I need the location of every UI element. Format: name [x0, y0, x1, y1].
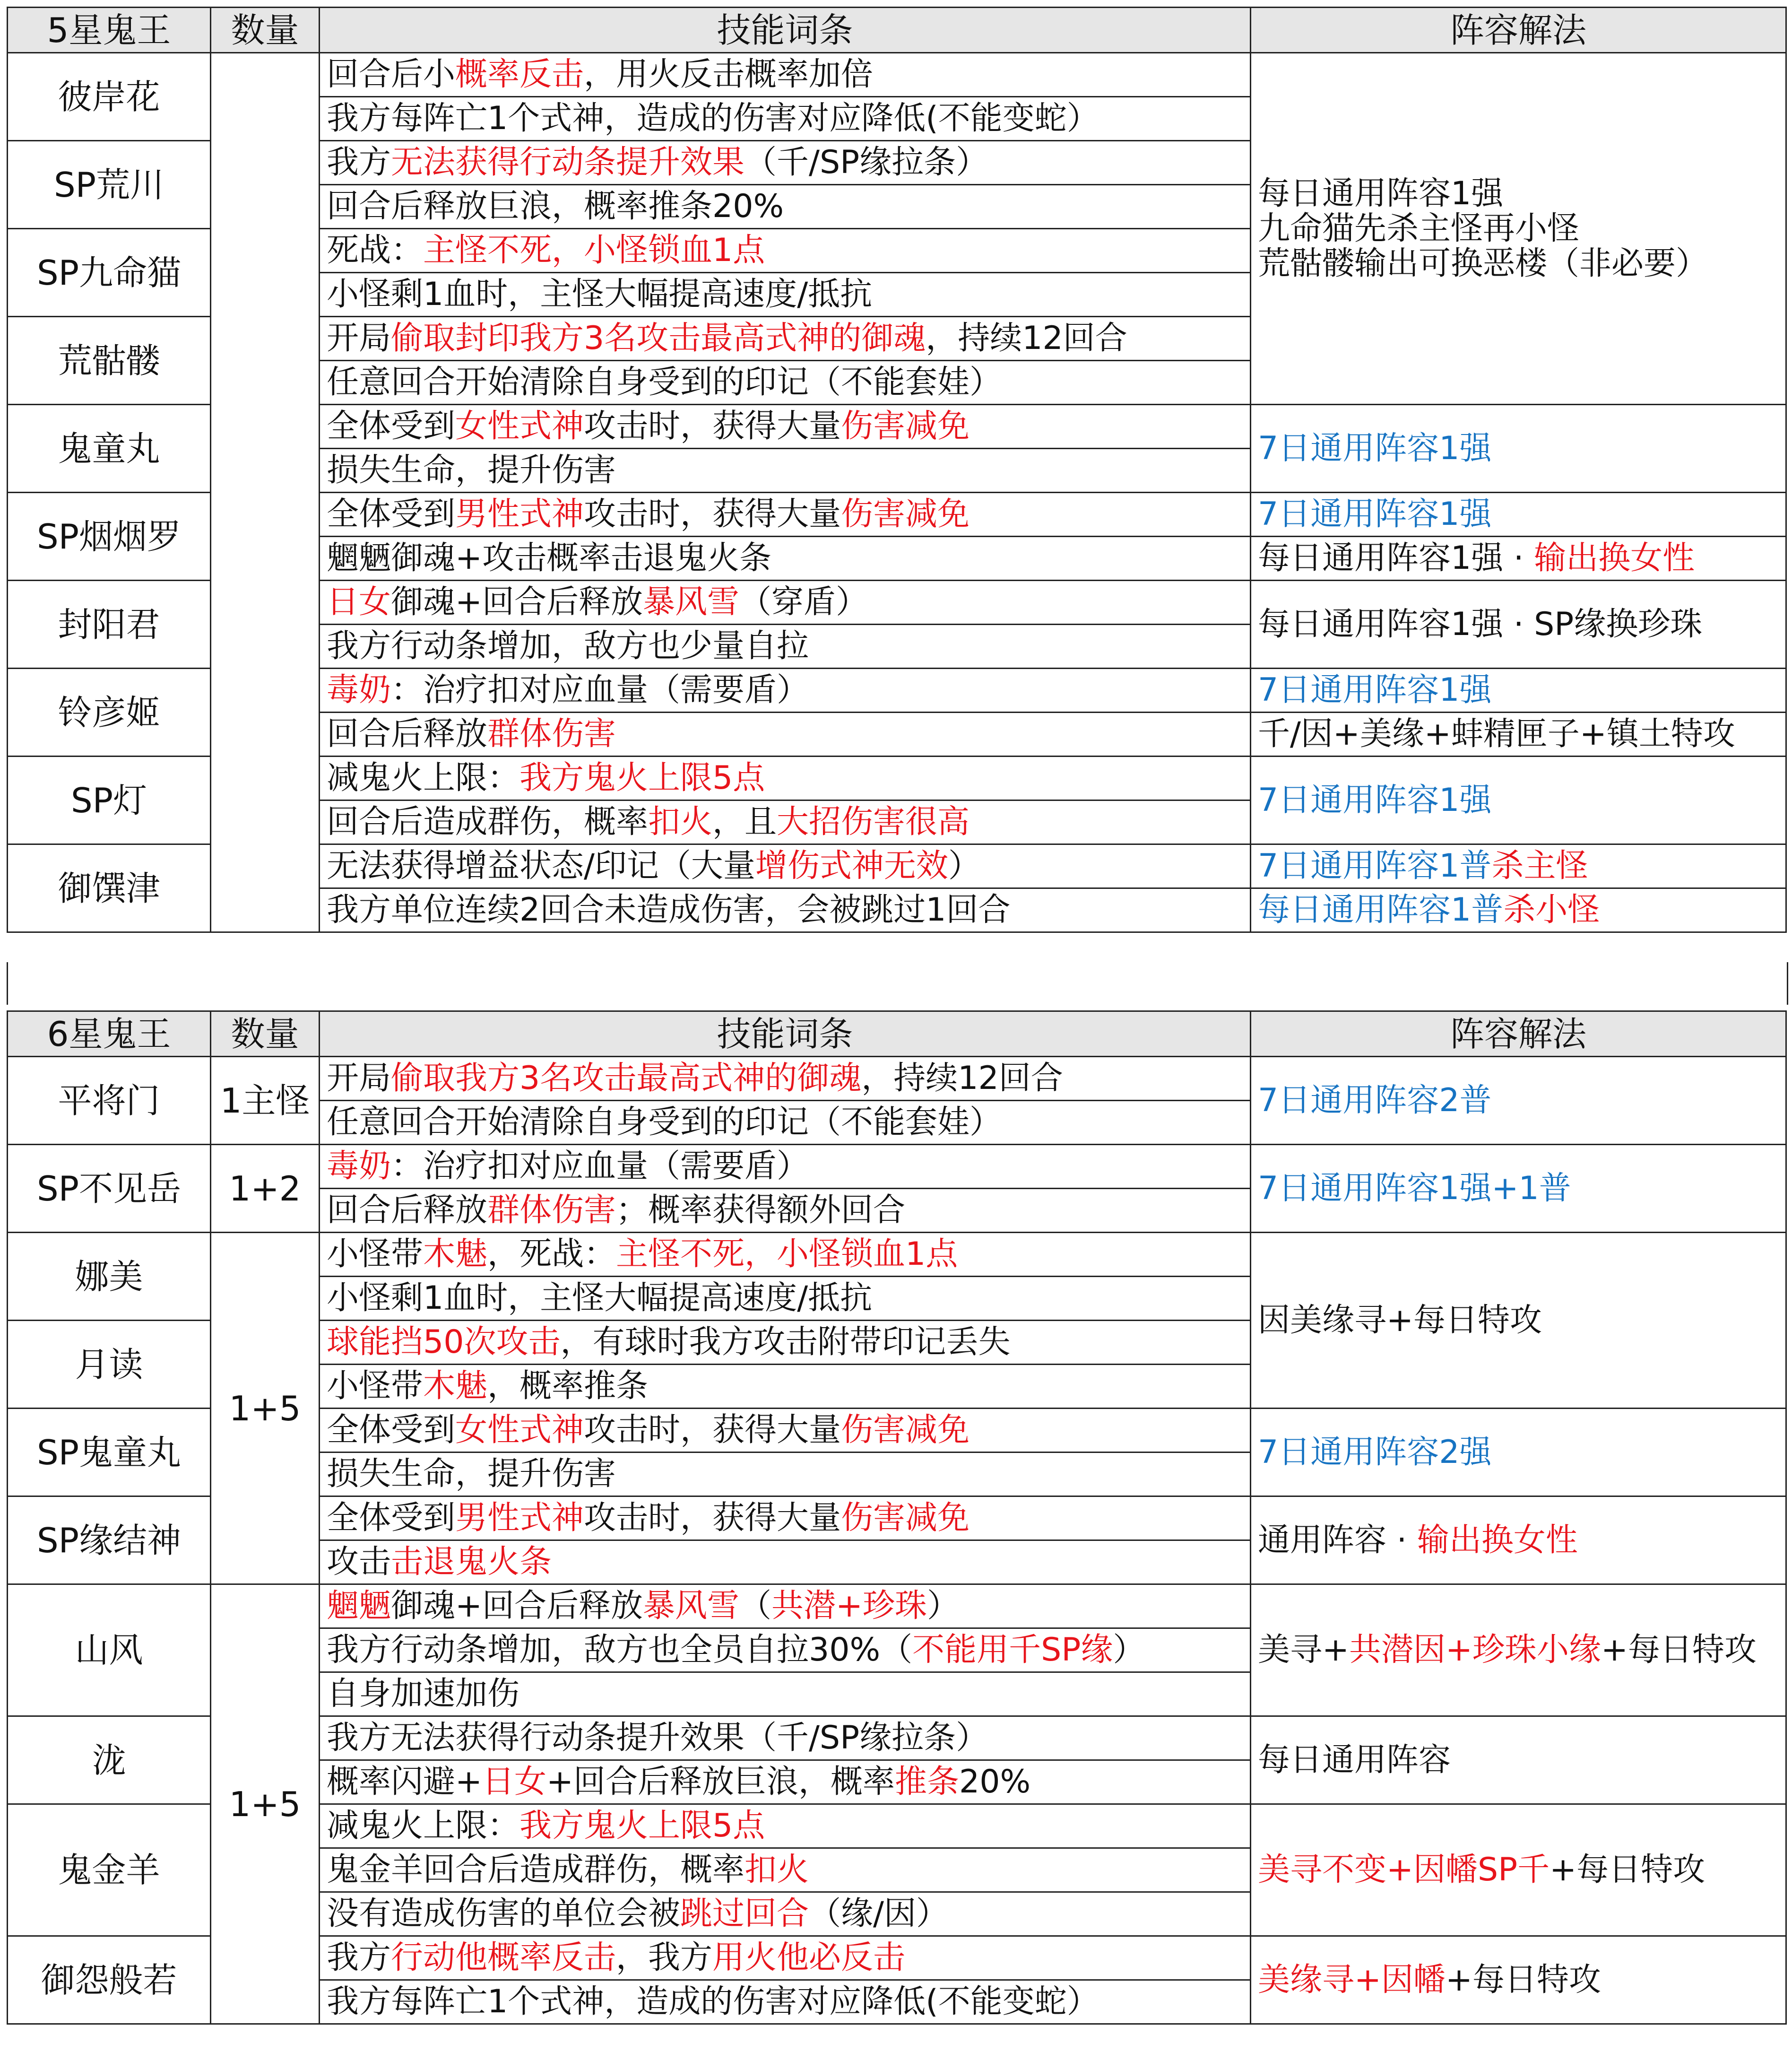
boss-name: 山风 — [8, 1584, 211, 1716]
skill-cell: 概率闪避+日女+回合后释放巨浪，概率推条20% — [320, 1760, 1251, 1804]
boss-name: 月读 — [8, 1321, 211, 1409]
boss-name: 封阳君 — [8, 581, 211, 669]
solution-line: 荒骷髅输出可换恶楼（非必要） — [1258, 244, 1708, 282]
boss-name: 泷 — [8, 1716, 211, 1804]
skill-cell: 魍魉御魂+回合后释放暴风雪（共潜+珍珠） — [320, 1584, 1251, 1628]
solution-cell: 7日通用阵容1强 — [1251, 669, 1786, 713]
skill-cell: 我方无法获得行动条提升效果（千/SP缘拉条） — [320, 1716, 1251, 1760]
skill-cell: 我方行动条增加，敌方也少量自拉 — [320, 625, 1251, 669]
boss-name: SP荒川 — [8, 141, 211, 229]
solution-cell: 因美缘寻+每日特攻 — [1251, 1233, 1786, 1409]
count-cell: 1+5 — [211, 1584, 320, 2024]
skill-cell: 没有造成伤害的单位会被跳过回合（缘/因） — [320, 1892, 1251, 1936]
header-solution: 阵容解法 — [1251, 1011, 1786, 1057]
header-skills: 技能词条 — [320, 1011, 1251, 1057]
skill-cell: 全体受到男性式神攻击时，获得大量伤害减免 — [320, 493, 1251, 537]
boss-name: 彼岸花 — [8, 53, 211, 141]
skill-cell: 我方无法获得行动条提升效果（千/SP缘拉条） — [320, 141, 1251, 185]
solution-cell: 7日通用阵容2强 — [1251, 1409, 1786, 1496]
header-row — [8, 1011, 1786, 1057]
skill-cell: 魍魉御魂+攻击概率击退鬼火条 — [320, 537, 1251, 581]
table-5-star — [7, 7, 1787, 933]
skill-cell: 自身加速加伤 — [320, 1672, 1251, 1716]
table-row — [8, 1057, 1786, 1101]
boss-name: 御馔津 — [8, 844, 211, 932]
header-solution: 阵容解法 — [1251, 8, 1786, 53]
boss-name: 荒骷髅 — [8, 317, 211, 405]
boss-name: 御怨般若 — [8, 1936, 211, 2024]
skill-cell: 回合后释放群体伤害 — [320, 713, 1251, 757]
boss-name: SP九命猫 — [8, 229, 211, 317]
count-cell: 1主怪 — [211, 1057, 320, 1145]
skill-cell: 我方单位连续2回合未造成伤害，会被跳过1回合 — [320, 888, 1251, 932]
boss-name: 鬼金羊 — [8, 1804, 211, 1936]
solution-cell: 每日通用阵容1普杀小怪 — [1251, 888, 1786, 932]
skill-cell: 攻击击退鬼火条 — [320, 1540, 1251, 1584]
boss-name: 娜美 — [8, 1233, 211, 1321]
skill-cell: 我方行动条增加，敌方也全员自拉30%（不能用千SP缘） — [320, 1628, 1251, 1672]
solution-line: 每日通用阵容1强 — [1258, 174, 1504, 212]
boss-name: SP鬼童丸 — [8, 1409, 211, 1496]
skill-cell: 减鬼火上限：我方鬼火上限5点 — [320, 757, 1251, 800]
boss-name: SP不见岳 — [8, 1145, 211, 1233]
solution-cell: 7日通用阵容1强 — [1251, 405, 1786, 493]
solution-cell: 千/因+美缘+蚌精匣子+镇土特攻 — [1251, 713, 1786, 757]
solution-line: 九命猫先杀主怪再小怪 — [1258, 209, 1580, 247]
solution-cell: 7日通用阵容1普杀主怪 — [1251, 844, 1786, 888]
skill-cell: 小怪带木魅，概率推条 — [320, 1365, 1251, 1409]
skill-cell: 回合后小概率反击，用火反击概率加倍 — [320, 53, 1251, 97]
table-row — [8, 1233, 1786, 1277]
table-6-star — [7, 1010, 1787, 2025]
solution-cell: 美寻不变+因幡SP千+每日特攻 — [1251, 1804, 1786, 1936]
skill-cell: 开局偷取我方3名攻击最高式神的御魂，持续12回合 — [320, 1057, 1251, 1101]
boss-name: 平将门 — [8, 1057, 211, 1145]
skill-cell: 死战：主怪不死，小怪锁血1点 — [320, 229, 1251, 273]
skill-cell: 日女御魂+回合后释放暴风雪（穿盾） — [320, 581, 1251, 625]
skill-cell: 减鬼火上限：我方鬼火上限5点 — [320, 1804, 1251, 1848]
table-gap — [7, 962, 1788, 1005]
skill-cell: 任意回合开始清除自身受到的印记（不能套娃） — [320, 361, 1251, 405]
header-count: 数量 — [211, 8, 320, 53]
skill-cell: 任意回合开始清除自身受到的印记（不能套娃） — [320, 1101, 1251, 1145]
solution-cell: 每日通用阵容1强 · SP缘换珍珠 — [1251, 581, 1786, 669]
solution-cell: 每日通用阵容 — [1251, 1716, 1786, 1804]
skill-cell: 回合后造成群伤，概率扣火，且大招伤害很高 — [320, 800, 1251, 844]
count-cell: 1+2 — [211, 1145, 320, 1233]
skill-cell: 无法获得增益状态/印记（大量增伤式神无效） — [320, 844, 1251, 888]
boss-name: 鬼童丸 — [8, 405, 211, 493]
skill-cell: 鬼金羊回合后造成群伤，概率扣火 — [320, 1848, 1251, 1892]
skill-cell: 回合后释放群体伤害；概率获得额外回合 — [320, 1189, 1251, 1233]
skill-cell: 全体受到女性式神攻击时，获得大量伤害减免 — [320, 1409, 1251, 1452]
skill-cell: 回合后释放巨浪，概率推条20% — [320, 185, 1251, 229]
header-boss: 5星鬼王 — [8, 8, 211, 53]
header-row — [8, 8, 1786, 53]
boss-name: 铃彦姬 — [8, 669, 211, 757]
skill-cell: 毒奶：治疗扣对应血量（需要盾） — [320, 1145, 1251, 1189]
solution-cell — [1251, 53, 1786, 405]
solution-cell: 美寻+共潜因+珍珠小缘+每日特攻 — [1251, 1584, 1786, 1716]
skill-cell: 我方每阵亡1个式神，造成的伤害对应降低(不能变蛇） — [320, 1980, 1251, 2024]
skill-cell: 球能挡50次攻击，有球时我方攻击附带印记丢失 — [320, 1321, 1251, 1365]
skill-cell: 损失生命，提升伤害 — [320, 1452, 1251, 1496]
skill-cell: 全体受到男性式神攻击时，获得大量伤害减免 — [320, 1496, 1251, 1540]
header-skills: 技能词条 — [320, 8, 1251, 53]
solution-cell: 通用阵容 · 输出换女性 — [1251, 1496, 1786, 1584]
count-cell: 1+5 — [211, 1233, 320, 1584]
solution-cell: 7日通用阵容1强 — [1251, 757, 1786, 844]
solution-cell: 7日通用阵容1强+1普 — [1251, 1145, 1786, 1233]
solution-cell: 每日通用阵容1强 · 输出换女性 — [1251, 537, 1786, 581]
skill-cell: 小怪带木魅，死战：主怪不死，小怪锁血1点 — [320, 1233, 1251, 1277]
header-boss: 6星鬼王 — [8, 1011, 211, 1057]
skill-cell: 毒奶：治疗扣对应血量（需要盾） — [320, 669, 1251, 713]
solution-cell: 7日通用阵容2普 — [1251, 1057, 1786, 1145]
boss-name: SP灯 — [8, 757, 211, 844]
skill-cell: 我方每阵亡1个式神，造成的伤害对应降低(不能变蛇） — [320, 97, 1251, 141]
solution-cell: 7日通用阵容1强 — [1251, 493, 1786, 537]
header-count: 数量 — [211, 1011, 320, 1057]
count-cell — [211, 53, 320, 932]
skill-cell: 开局偷取封印我方3名攻击最高式神的御魂，持续12回合 — [320, 317, 1251, 361]
skill-cell: 全体受到女性式神攻击时，获得大量伤害减免 — [320, 405, 1251, 449]
skill-cell: 小怪剩1血时，主怪大幅提高速度/抵抗 — [320, 1277, 1251, 1321]
solution-cell: 美缘寻+因幡+每日特攻 — [1251, 1936, 1786, 2024]
table-row — [8, 1145, 1786, 1189]
table-row — [8, 53, 1786, 97]
skill-cell: 损失生命，提升伤害 — [320, 449, 1251, 493]
skill-cell: 小怪剩1血时，主怪大幅提高速度/抵抗 — [320, 273, 1251, 317]
skill-cell: 我方行动他概率反击，我方用火他必反击 — [320, 1936, 1251, 1980]
boss-name: SP烟烟罗 — [8, 493, 211, 581]
boss-name: SP缘结神 — [8, 1496, 211, 1584]
table-row — [8, 1584, 1786, 1628]
